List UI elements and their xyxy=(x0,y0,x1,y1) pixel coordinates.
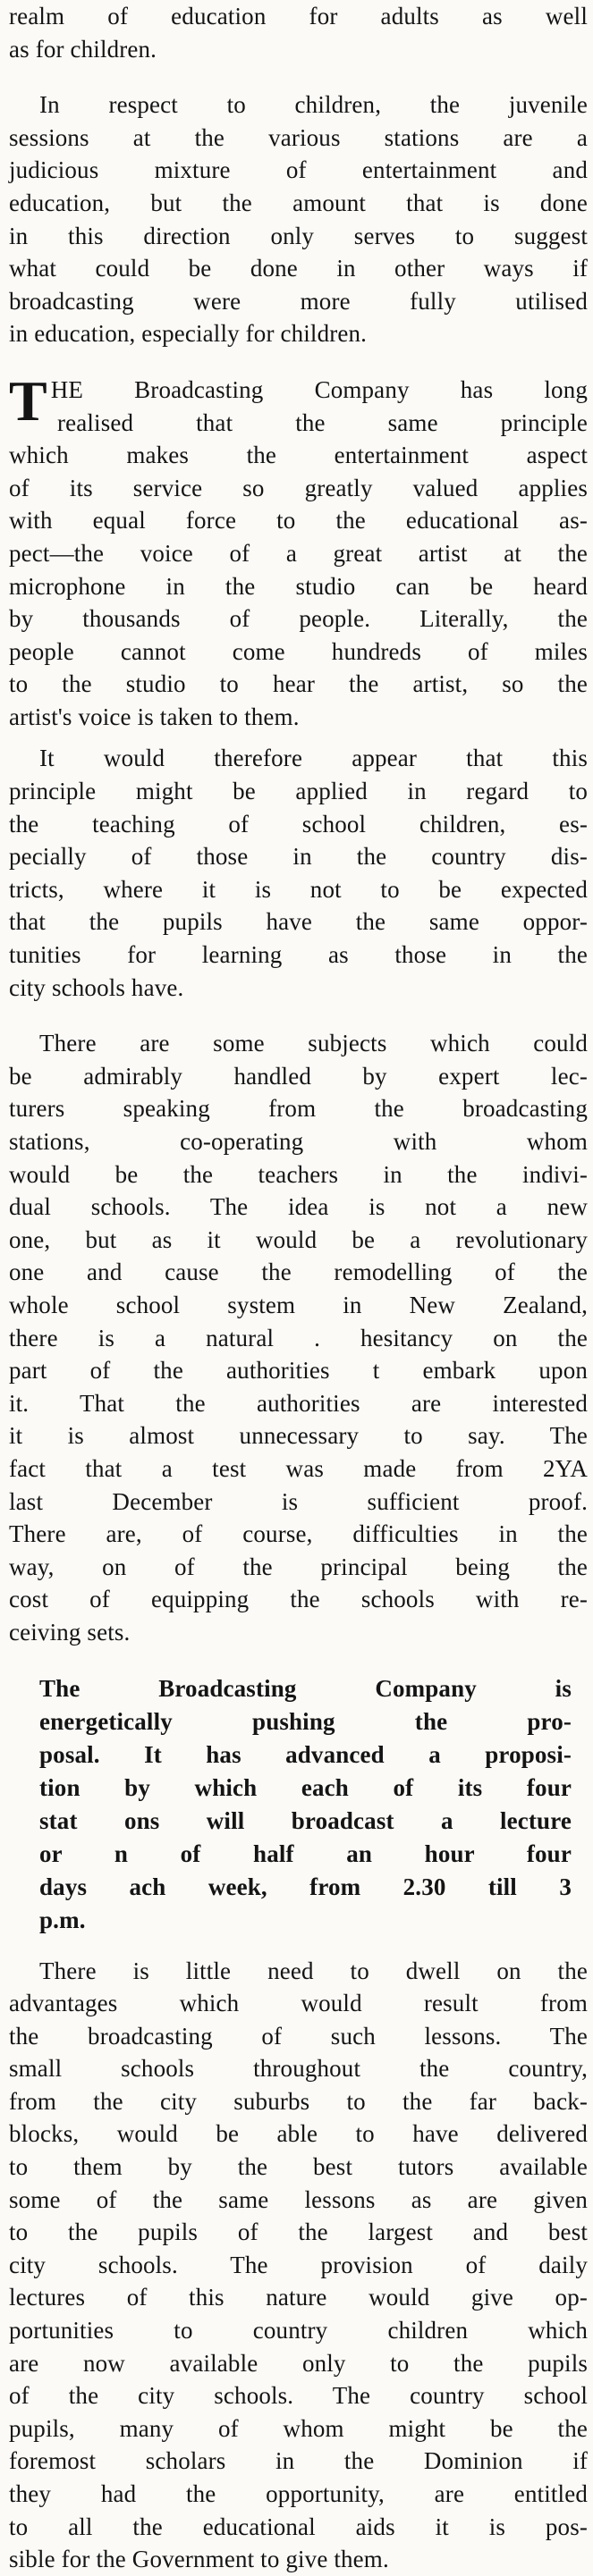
text-line: In respect to children, the juvenile xyxy=(39,91,588,119)
text-line: stations, co-operating with whom xyxy=(9,1128,588,1155)
text-line: posal. It has advanced a proposi- xyxy=(39,1740,572,1768)
text-line: to all the educational aids it is pos- xyxy=(9,2513,588,2540)
text-line: ceiving sets. xyxy=(9,1618,131,1646)
bold-callout xyxy=(9,1658,588,1937)
text-line: artist's voice is taken to them. xyxy=(9,703,300,730)
text-line: what could be done in other ways if xyxy=(9,255,588,282)
text-line: sible for the Government to give them. xyxy=(9,2546,389,2573)
text-line: foremost scholars in the Dominion if xyxy=(9,2447,588,2475)
intro-paragraph xyxy=(9,0,588,65)
text-line: p.m. xyxy=(39,1906,86,1933)
text-line: part of the authorities t embark upon xyxy=(9,1357,588,1385)
text-line: city schools. The provision of daily xyxy=(9,2251,588,2278)
text-line: microphone in the studio can be heard xyxy=(9,572,588,600)
text-line: lectures of this nature would give op- xyxy=(9,2284,588,2311)
text-line: tunities for learning as those in the xyxy=(9,941,588,969)
text-line: it is almost unnecessary to say. The xyxy=(9,1422,588,1450)
text-line: fact that a test was made from 2YA xyxy=(9,1454,588,1482)
text-line: be admirably handled by expert lec- xyxy=(9,1062,588,1090)
text-line: broadcasting were more fully utilised xyxy=(9,287,588,315)
text-line: sessions at the various stations are a xyxy=(9,123,588,151)
text-line: which makes the entertainment aspect xyxy=(9,442,588,469)
text-line: realised that the same principle xyxy=(57,408,588,436)
text-line: energetically pushing the pro- xyxy=(39,1707,572,1735)
text-line: HE Broadcasting Company has long xyxy=(50,375,588,403)
text-line: the teaching of school children, es- xyxy=(9,810,588,838)
text-line: judicious mixture of entertainment and xyxy=(9,156,588,184)
text-line: advantages which would result from xyxy=(9,1990,588,2017)
text-line: in this direction only serves to suggest xyxy=(9,222,588,249)
text-line: from the city suburbs to the far back- xyxy=(9,2087,588,2115)
text-line: There is little need to dwell on the xyxy=(39,1957,588,1984)
text-line: to them by the best tutors available xyxy=(9,2153,588,2181)
text-line: There are some subjects which could xyxy=(39,1030,588,1057)
text-line: last December is sufficient proof. xyxy=(9,1487,588,1515)
text-line: to the pupils of the largest and best xyxy=(9,2218,588,2246)
text-line: days ach week, from 2.30 till 3 xyxy=(39,1873,572,1900)
text-line: principle might be applied in regard to xyxy=(9,778,588,805)
text-line: whole school system in New Zealand, xyxy=(9,1291,588,1318)
text-line: by thousands of people. Literally, the xyxy=(9,605,588,633)
text-line: are now available only to the pupils xyxy=(9,2349,588,2377)
drop-cap: T xyxy=(9,368,47,433)
text-line: pecially of those in the country dis- xyxy=(9,843,588,871)
text-line: tricts, where it is not to be expected xyxy=(9,875,588,903)
text-line: way, on of the principal being the xyxy=(9,1553,588,1580)
text-line: There are, of course, difficulties in the xyxy=(9,1520,588,1548)
text-line: that the pupils have the same oppor- xyxy=(9,908,588,936)
text-line: the broadcasting of such lessons. The xyxy=(9,2022,588,2050)
text-line: to the studio to hear the artist, so the xyxy=(9,670,588,698)
text-line: some of the same lessons as are given xyxy=(9,2185,588,2213)
company-paragraph xyxy=(9,368,588,734)
text-line: The Broadcasting Company is xyxy=(39,1674,572,1702)
principle-paragraph xyxy=(9,742,588,1004)
text-line: stat ons will broadcast a lecture xyxy=(39,1806,572,1834)
text-line: in education, especially for children. xyxy=(9,320,368,348)
text-line: would be the teachers in the indivi- xyxy=(9,1160,588,1188)
juvenile-paragraph xyxy=(9,88,588,350)
text-line: small schools throughout the country, xyxy=(9,2055,588,2083)
text-line: one and cause the remodelling of the xyxy=(9,1259,588,1286)
text-line: education, but the amount that is done xyxy=(9,189,588,216)
text-line: cost of equipping the schools with re- xyxy=(9,1586,588,1613)
text-line: one, but as it would be a revolutionary xyxy=(9,1225,588,1253)
text-line: pect—the voice of a great artist at the xyxy=(9,539,588,567)
text-line: there is a natural . hesitancy on the xyxy=(9,1324,588,1351)
text-line: city schools have. xyxy=(9,973,184,1001)
text-line: or n of half an hour four xyxy=(39,1839,572,1867)
text-line: realm of education for adults as well xyxy=(9,3,588,29)
text-line: of the city schools. The country school xyxy=(9,2382,588,2410)
text-line: turers speaking from the broadcasting xyxy=(9,1095,588,1123)
text-line: as for children. xyxy=(9,35,157,63)
text-line: people cannot come hundreds of miles xyxy=(9,637,588,665)
text-line: it. That the authorities are interested xyxy=(9,1389,588,1417)
subjects-paragraph xyxy=(9,1027,588,1648)
text-line: they had the opportunity, are entitled xyxy=(9,2480,588,2507)
text-line: of its service so greatly valued applies xyxy=(9,474,588,501)
advantages-paragraph xyxy=(9,1955,588,2576)
text-line: It would therefore appear that this xyxy=(39,745,588,772)
text-line: dual schools. The idea is not a new xyxy=(9,1193,588,1221)
text-line: with equal force to the educational as- xyxy=(9,507,588,535)
text-line: tion by which each of its four xyxy=(39,1773,572,1801)
text-line: blocks, would be able to have delivered xyxy=(9,2120,588,2148)
text-line: portunities to country children which xyxy=(9,2317,588,2344)
text-line: pupils, many of whom might be the xyxy=(9,2414,588,2442)
